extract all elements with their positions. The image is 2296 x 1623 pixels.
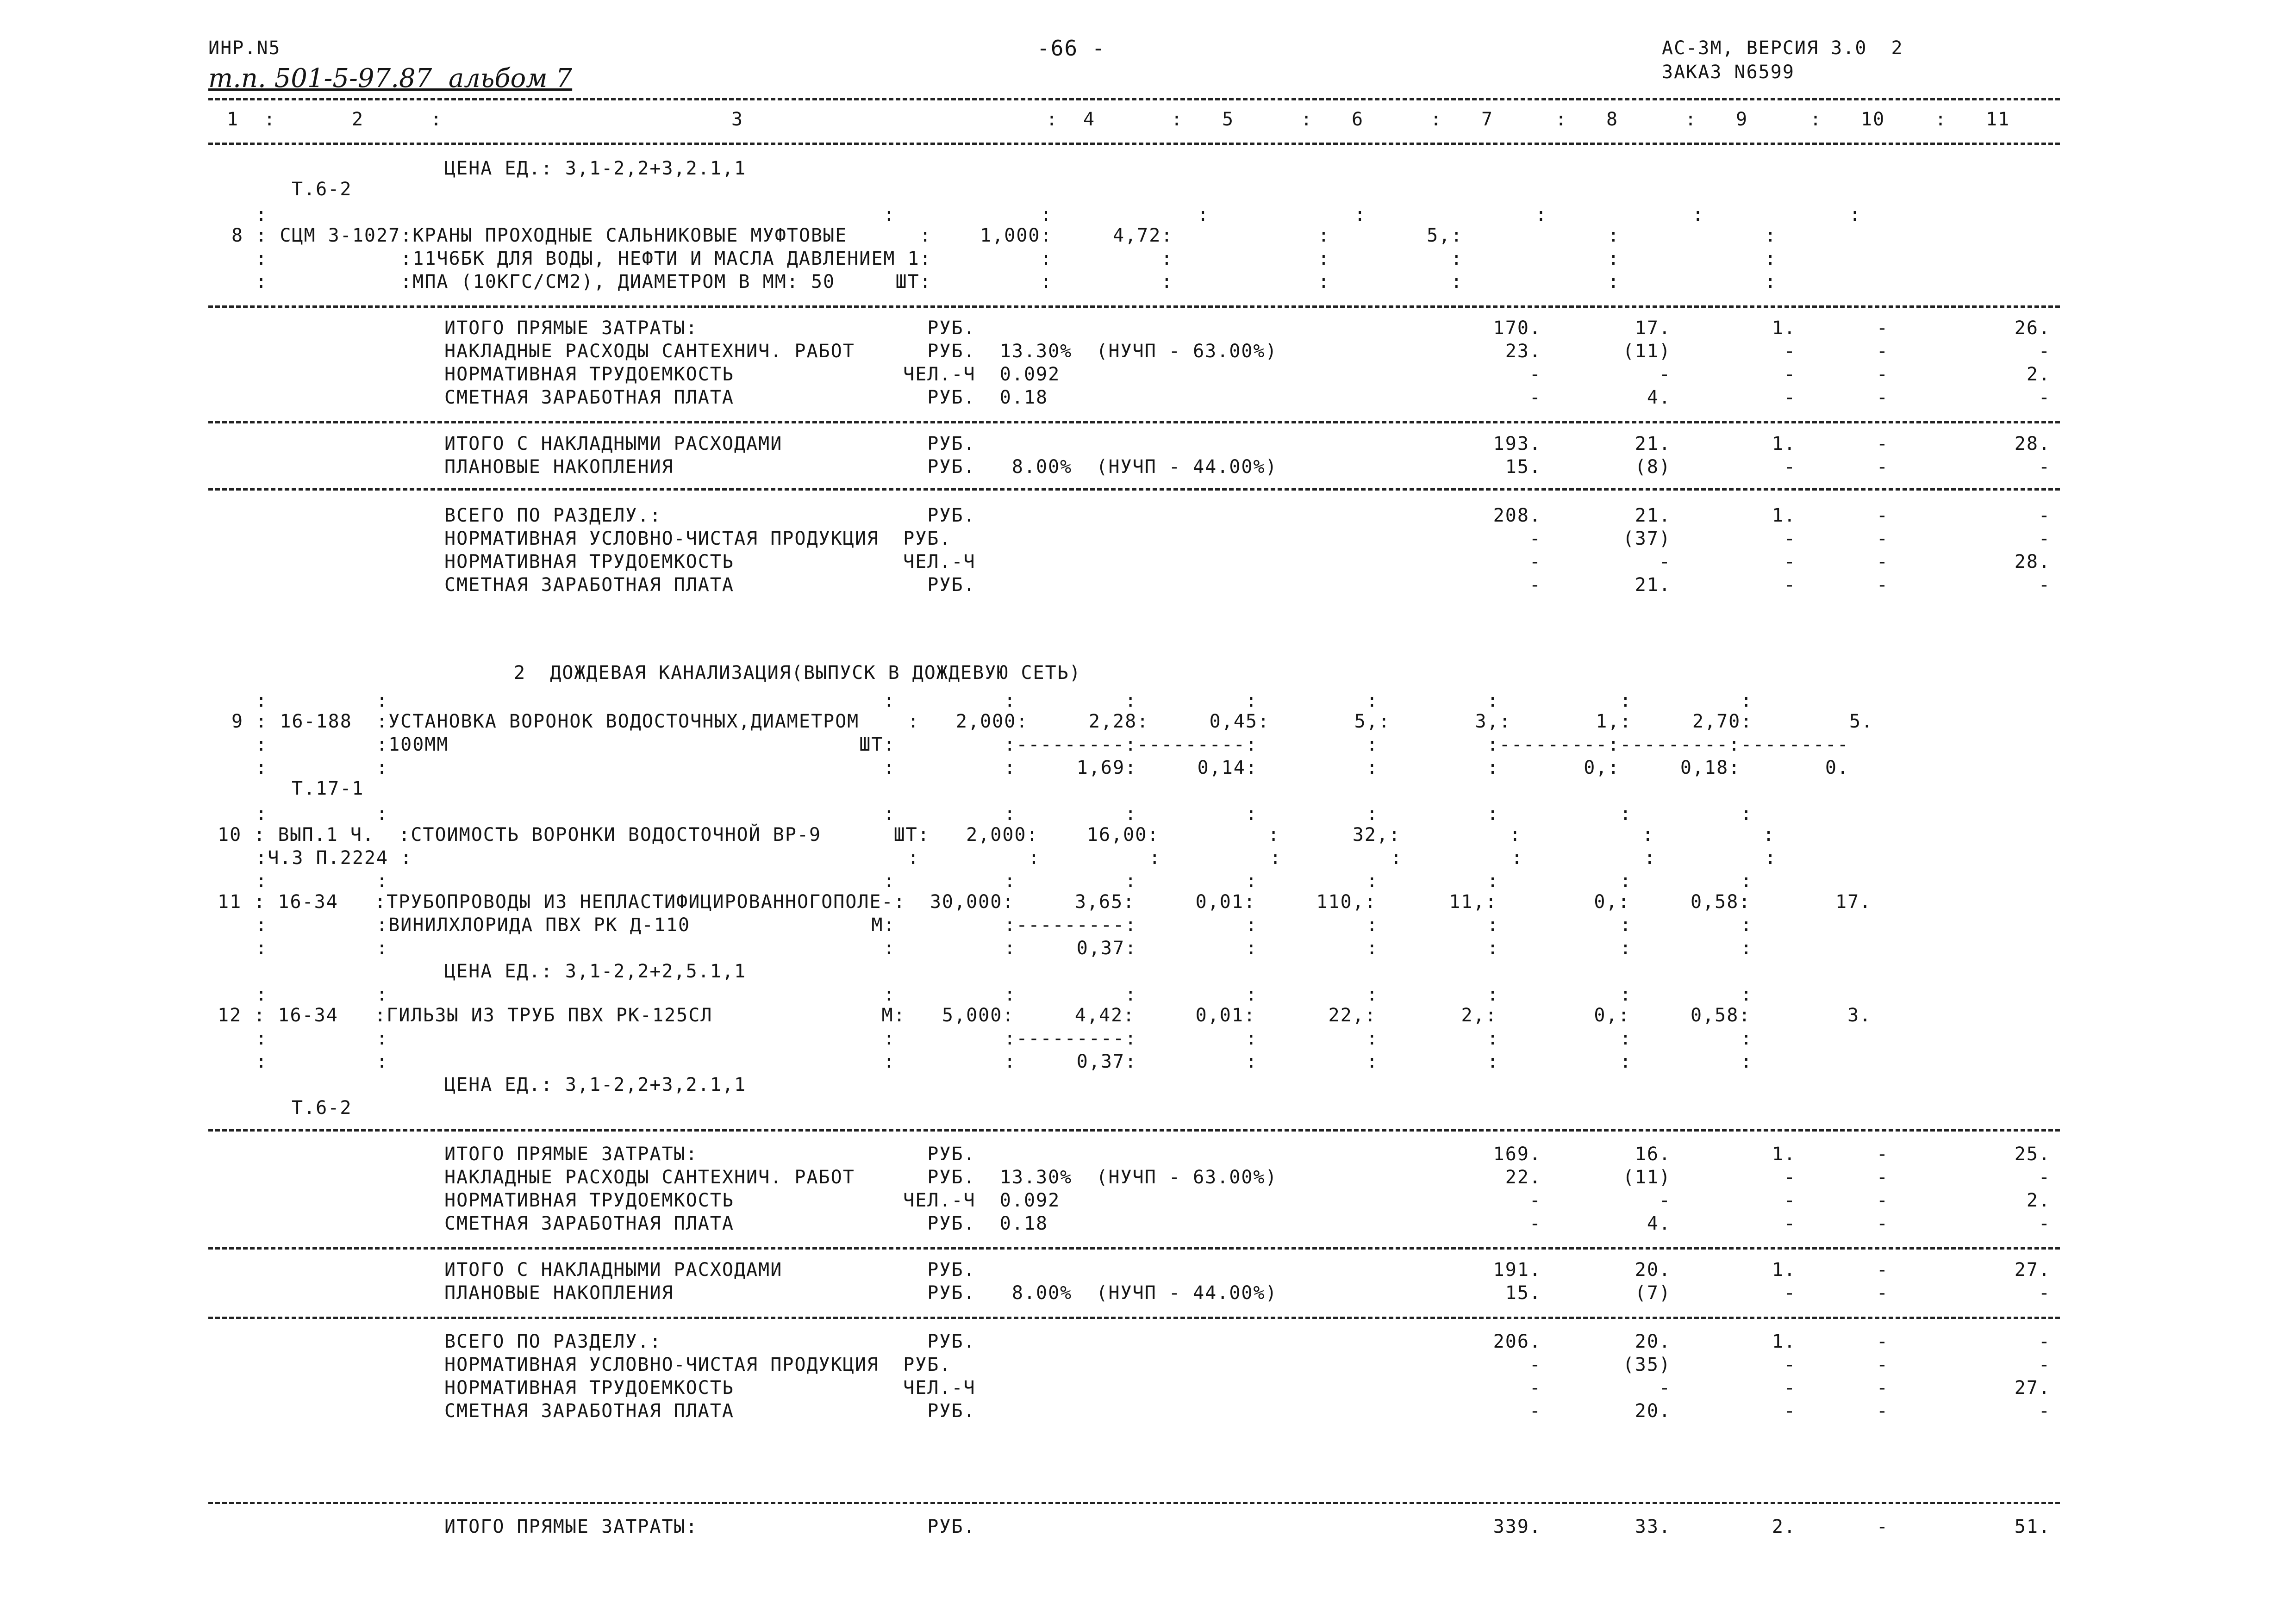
summary-value: 191.	[1493, 1259, 1541, 1281]
summary-value: -	[1784, 1400, 1796, 1422]
summary-value: -	[1659, 1377, 1671, 1399]
rule	[208, 1502, 2060, 1504]
column-separator: :	[1935, 109, 1947, 130]
estimate-line: : : : : : : : : : :	[231, 803, 1753, 825]
estimate-line: НОРМАТИВНАЯ ТРУДОЕМКОСТЬ ЧЕЛ.-Ч 0.092	[444, 364, 1061, 385]
summary-value: -	[1529, 364, 1541, 385]
column-number: 9	[1736, 109, 1748, 130]
summary-value: -	[1529, 574, 1541, 596]
summary-value: -	[1876, 574, 1889, 596]
estimate-line: ИТОГО ПРЯМЫЕ ЗАТРАТЫ: РУБ.	[444, 317, 976, 339]
column-separator: :	[1430, 109, 1443, 130]
summary-value: 20.	[1635, 1400, 1671, 1422]
summary-value: 193.	[1493, 433, 1541, 454]
summary-value: 1.	[1772, 1259, 1796, 1281]
column-separator: :	[1810, 109, 1822, 130]
summary-value: 208.	[1493, 505, 1541, 526]
estimate-line: СМЕТНАЯ ЗАРАБОТНАЯ ПЛАТА РУБ. 0.18	[444, 1213, 1048, 1234]
summary-value: -	[2038, 1167, 2051, 1188]
column-number: 8	[1606, 109, 1619, 130]
summary-value: -	[1784, 387, 1796, 408]
project-handwritten: т.п. 501-5-97.87 альбом 7	[208, 63, 573, 93]
column-separator: :	[1171, 109, 1184, 130]
column-separator: :	[1555, 109, 1568, 130]
summary-value: -	[1876, 364, 1889, 385]
estimate-line: 10 : ВЫП.1 Ч. :СТОИМОСТЬ ВОРОНКИ ВОДОСТОЧНОЙ ВР-9 ШТ: 2,000: 16,00: : 32,: : : :	[218, 824, 1775, 846]
estimate-line: НОРМАТИВНАЯ ТРУДОЕМКОСТЬ ЧЕЛ.-Ч	[444, 551, 976, 572]
summary-value: -	[1659, 364, 1671, 385]
estimate-line: ВСЕГО ПО РАЗДЕЛУ.: РУБ.	[444, 1331, 976, 1352]
estimate-line: Т.6-2	[292, 1097, 352, 1119]
summary-value: 1.	[1772, 1331, 1796, 1352]
summary-value: (11)	[1622, 1167, 1671, 1188]
estimate-line: НАКЛАДНЫЕ РАСХОДЫ САНТЕХНИЧ. РАБОТ РУБ. 13.30% (НУЧП - 63.00%)	[444, 1167, 1278, 1188]
summary-value: -	[1784, 528, 1796, 549]
estimate-line: НОРМАТИВНАЯ УСЛОВНО-ЧИСТАЯ ПРОДУКЦИЯ РУБ.	[444, 528, 952, 549]
column-number: 10	[1861, 109, 1885, 130]
rule	[208, 488, 2060, 491]
summary-value: -	[1876, 1144, 1889, 1165]
summary-value: -	[1876, 1331, 1889, 1352]
summary-value: -	[1876, 456, 1889, 478]
summary-value: -	[1529, 551, 1541, 572]
summary-value: -	[1876, 433, 1889, 454]
estimate-line: ПЛАНОВЫЕ НАКОПЛЕНИЯ РУБ. 8.00% (НУЧП - 44.00%)	[444, 456, 1278, 478]
summary-value: -	[1784, 1190, 1796, 1211]
column-separator: :	[264, 109, 276, 130]
summary-value: -	[1784, 1282, 1796, 1304]
summary-value: 4.	[1647, 1213, 1671, 1234]
summary-value: -	[2038, 1400, 2051, 1422]
summary-value: 2.	[2026, 1190, 2051, 1211]
estimate-line: СМЕТНАЯ ЗАРАБОТНАЯ ПЛАТА РУБ.	[444, 574, 976, 596]
column-number: 7	[1481, 109, 1494, 130]
estimate-line: СМЕТНАЯ ЗАРАБОТНАЯ ПЛАТА РУБ.	[444, 1400, 976, 1422]
estimate-line: НОРМАТИВНАЯ ТРУДОЕМКОСТЬ ЧЕЛ.-Ч 0.092	[444, 1190, 1061, 1211]
summary-value: 21.	[1635, 574, 1671, 596]
summary-value: -	[1784, 364, 1796, 385]
summary-value: (7)	[1635, 1282, 1671, 1304]
estimate-line: : :МПА (10КГС/СМ2), ДИАМЕТРОМ В ММ: 50 ШТ: : : : : : :	[231, 271, 1777, 292]
summary-value: 21.	[1635, 433, 1671, 454]
summary-value: (11)	[1622, 341, 1671, 362]
sheet-code: ИНР.N5	[208, 37, 281, 59]
estimate-line: : : : : : : : : : :	[231, 871, 1753, 892]
summary-value: -	[1784, 574, 1796, 596]
column-number: 11	[1986, 109, 2010, 130]
summary-value: (35)	[1622, 1354, 1671, 1375]
summary-value: -	[2038, 1213, 2051, 1234]
summary-value: 2.	[2026, 364, 2051, 385]
summary-value: 1.	[1772, 505, 1796, 526]
summary-value: -	[1876, 1400, 1889, 1422]
column-number: 1	[227, 109, 239, 130]
estimate-line: ИТОГО С НАКЛАДНЫМИ РАСХОДАМИ РУБ.	[444, 433, 976, 454]
rule	[208, 1317, 2060, 1319]
summary-value: -	[1876, 1190, 1889, 1211]
estimate-line: : : : : 0,37: : : : : :	[231, 938, 1753, 959]
program-version: АС-3М, ВЕРСИЯ 3.0 2	[1662, 37, 1903, 59]
estimate-line: ИТОГО ПРЯМЫЕ ЗАТРАТЫ: РУБ.	[444, 1516, 976, 1537]
summary-value: 22.	[1505, 1167, 1541, 1188]
summary-value: -	[1784, 1354, 1796, 1375]
estimate-line: НОРМАТИВНАЯ ТРУДОЕМКОСТЬ ЧЕЛ.-Ч	[444, 1377, 976, 1399]
column-number: 6	[1352, 109, 1364, 130]
summary-value: 339.	[1493, 1516, 1541, 1537]
column-separator: :	[1301, 109, 1313, 130]
summary-value: -	[2038, 387, 2051, 408]
summary-value: 1.	[1772, 433, 1796, 454]
estimate-line: : : : :---------: : : : : :	[231, 1028, 1753, 1049]
summary-value: -	[1876, 1167, 1889, 1188]
estimate-line: : : : : : : : : : :	[231, 984, 1753, 1005]
summary-value: -	[2038, 1282, 2051, 1304]
summary-value: 16.	[1635, 1144, 1671, 1165]
summary-value: -	[1529, 1377, 1541, 1399]
summary-value: -	[1659, 1190, 1671, 1211]
summary-value: 1.	[1772, 1144, 1796, 1165]
estimate-line: НОРМАТИВНАЯ УСЛОВНО-ЧИСТАЯ ПРОДУКЦИЯ РУБ.	[444, 1354, 952, 1375]
estimate-line: ПЛАНОВЫЕ НАКОПЛЕНИЯ РУБ. 8.00% (НУЧП - 44.00%)	[444, 1282, 1278, 1304]
estimate-line: ИТОГО ПРЯМЫЕ ЗАТРАТЫ: РУБ.	[444, 1144, 976, 1165]
summary-value: 25.	[2014, 1144, 2051, 1165]
summary-value: 20.	[1635, 1331, 1671, 1352]
column-number: 5	[1222, 109, 1235, 130]
estimate-line: : : : : 1,69: 0,14: : : 0,: 0,18: 0.	[231, 757, 1849, 778]
summary-value: 20.	[1635, 1259, 1671, 1281]
estimate-line: 2 ДОЖДЕВАЯ КАНАЛИЗАЦИЯ(ВЫПУСК В ДОЖДЕВУЮ СЕТЬ)	[514, 662, 1081, 684]
summary-value: -	[1529, 528, 1541, 549]
summary-value: 170.	[1493, 317, 1541, 339]
summary-value: -	[1784, 551, 1796, 572]
summary-value: 26.	[2014, 317, 2051, 339]
summary-value: -	[2038, 574, 2051, 596]
summary-value: -	[1784, 1213, 1796, 1234]
estimate-line: ИТОГО С НАКЛАДНЫМИ РАСХОДАМИ РУБ.	[444, 1259, 976, 1281]
summary-value: -	[1876, 528, 1889, 549]
summary-value: -	[1876, 551, 1889, 572]
summary-value: 27.	[2014, 1259, 2051, 1281]
estimate-line: ЦЕНА ЕД.: 3,1-2,2+2,5.1,1	[444, 961, 747, 982]
summary-value: -	[1529, 1354, 1541, 1375]
estimate-line: ЦЕНА ЕД.: 3,1-2,2+3,2.1,1	[444, 158, 747, 179]
summary-value: 4.	[1647, 387, 1671, 408]
summary-value: -	[1784, 1167, 1796, 1188]
summary-value: -	[2038, 528, 2051, 549]
summary-value: -	[2038, 456, 2051, 478]
column-number: 4	[1083, 109, 1096, 130]
summary-value: (37)	[1622, 528, 1671, 549]
estimate-line: ВСЕГО ПО РАЗДЕЛУ.: РУБ.	[444, 505, 976, 526]
summary-value: 23.	[1505, 341, 1541, 362]
summary-value: -	[1529, 1190, 1541, 1211]
summary-value: -	[1876, 1213, 1889, 1234]
summary-value: -	[1529, 387, 1541, 408]
summary-value: -	[1876, 505, 1889, 526]
column-separator: :	[1046, 109, 1059, 130]
summary-value: -	[1876, 387, 1889, 408]
estimate-line: СМЕТНАЯ ЗАРАБОТНАЯ ПЛАТА РУБ. 0.18	[444, 387, 1048, 408]
summary-value: -	[1529, 1213, 1541, 1234]
summary-value: -	[1784, 456, 1796, 478]
summary-value: 206.	[1493, 1331, 1541, 1352]
summary-value: 15.	[1505, 456, 1541, 478]
summary-value: -	[2038, 341, 2051, 362]
summary-value: 27.	[2014, 1377, 2051, 1399]
summary-value: 33.	[1635, 1516, 1671, 1537]
summary-value: 21.	[1635, 505, 1671, 526]
summary-value: 169.	[1493, 1144, 1541, 1165]
estimate-line: 12 : 16-34 :ГИЛЬЗЫ ИЗ ТРУБ ПВХ РК-125СЛ М: 5,000: 4,42: 0,01: 22,: 2,: 0,: 0,58: 3.	[218, 1005, 1872, 1026]
order-number: ЗАКАЗ N6599	[1662, 62, 1795, 83]
rule-header-bottom	[208, 143, 2060, 145]
rule	[208, 1129, 2060, 1132]
estimate-line: НАКЛАДНЫЕ РАСХОДЫ САНТЕХНИЧ. РАБОТ РУБ. 13.30% (НУЧП - 63.00%)	[444, 341, 1278, 362]
estimate-line: : : : : : : : : : :	[231, 690, 1753, 711]
estimate-line: : :100ММ ШТ: :---------:---------: : :---------:---------:---------	[231, 734, 1849, 755]
estimate-line: : :ВИНИЛХЛОРИДА ПВХ РК Д-110 М: :---------: : : : : :	[231, 914, 1753, 936]
estimate-line: Т.6-2	[292, 179, 352, 200]
estimate-line: : : : : : : : :	[231, 204, 1862, 225]
summary-value: -	[1876, 1516, 1889, 1537]
estimate-line: : : : : 0,37: : : : : :	[231, 1051, 1753, 1072]
estimate-line: :Ч.3 П.2224 : : : : : : : : :	[231, 847, 1777, 869]
summary-value: 28.	[2014, 551, 2051, 572]
column-separator: :	[430, 109, 443, 130]
summary-value: -	[1876, 341, 1889, 362]
summary-value: -	[1876, 1282, 1889, 1304]
summary-value: -	[1876, 1354, 1889, 1375]
summary-value: 17.	[1635, 317, 1671, 339]
estimate-line: : :11Ч6БК ДЛЯ ВОДЫ, НЕФТИ И МАСЛА ДАВЛЕНИЕМ 1: : : : : : :	[231, 248, 1777, 269]
estimate-line: ЦЕНА ЕД.: 3,1-2,2+3,2.1,1	[444, 1074, 747, 1095]
estimate-line: 8 : СЦМ 3-1027:КРАНЫ ПРОХОДНЫЕ САЛЬНИКОВЫЕ МУФТОВЫЕ : 1,000: 4,72: : 5,: : :	[231, 225, 1777, 246]
summary-value: 15.	[1505, 1282, 1541, 1304]
summary-value: -	[1876, 1259, 1889, 1281]
summary-value: (8)	[1635, 456, 1671, 478]
page-number: -66 -	[1037, 36, 1106, 61]
summary-value: 28.	[2014, 433, 2051, 454]
estimate-line: 9 : 16-188 :УСТАНОВКА ВОРОНОК ВОДОСТОЧНЫХ,ДИАМЕТРОМ : 2,000: 2,28: 0,45: 5,: 3,: 1,: 2,70: 5.	[231, 711, 1874, 732]
estimate-line: Т.17-1	[292, 778, 364, 799]
summary-value: 51.	[2014, 1516, 2051, 1537]
summary-value: -	[1784, 1377, 1796, 1399]
summary-value: -	[1876, 317, 1889, 339]
column-separator: :	[1685, 109, 1697, 130]
column-number: 2	[352, 109, 364, 130]
estimate-line: 11 : 16-34 :ТРУБОПРОВОДЫ ИЗ НЕПЛАСТИФИЦИРОВАННОГОПОЛЕ-: 30,000: 3,65: 0,01: 110,: 11,: 0,: 0,58: 17.	[218, 891, 1872, 913]
summary-value: -	[2038, 1354, 2051, 1375]
summary-value: -	[2038, 1331, 2051, 1352]
summary-value: -	[2038, 505, 2051, 526]
rule-top	[208, 98, 2060, 100]
rule	[208, 1247, 2060, 1250]
summary-value: 2.	[1772, 1516, 1796, 1537]
summary-value: -	[1784, 341, 1796, 362]
summary-value: -	[1876, 1377, 1889, 1399]
rule	[208, 305, 2060, 308]
summary-value: -	[1529, 1400, 1541, 1422]
summary-value: 1.	[1772, 317, 1796, 339]
column-number: 3	[731, 109, 744, 130]
rule	[208, 421, 2060, 423]
summary-value: -	[1659, 551, 1671, 572]
